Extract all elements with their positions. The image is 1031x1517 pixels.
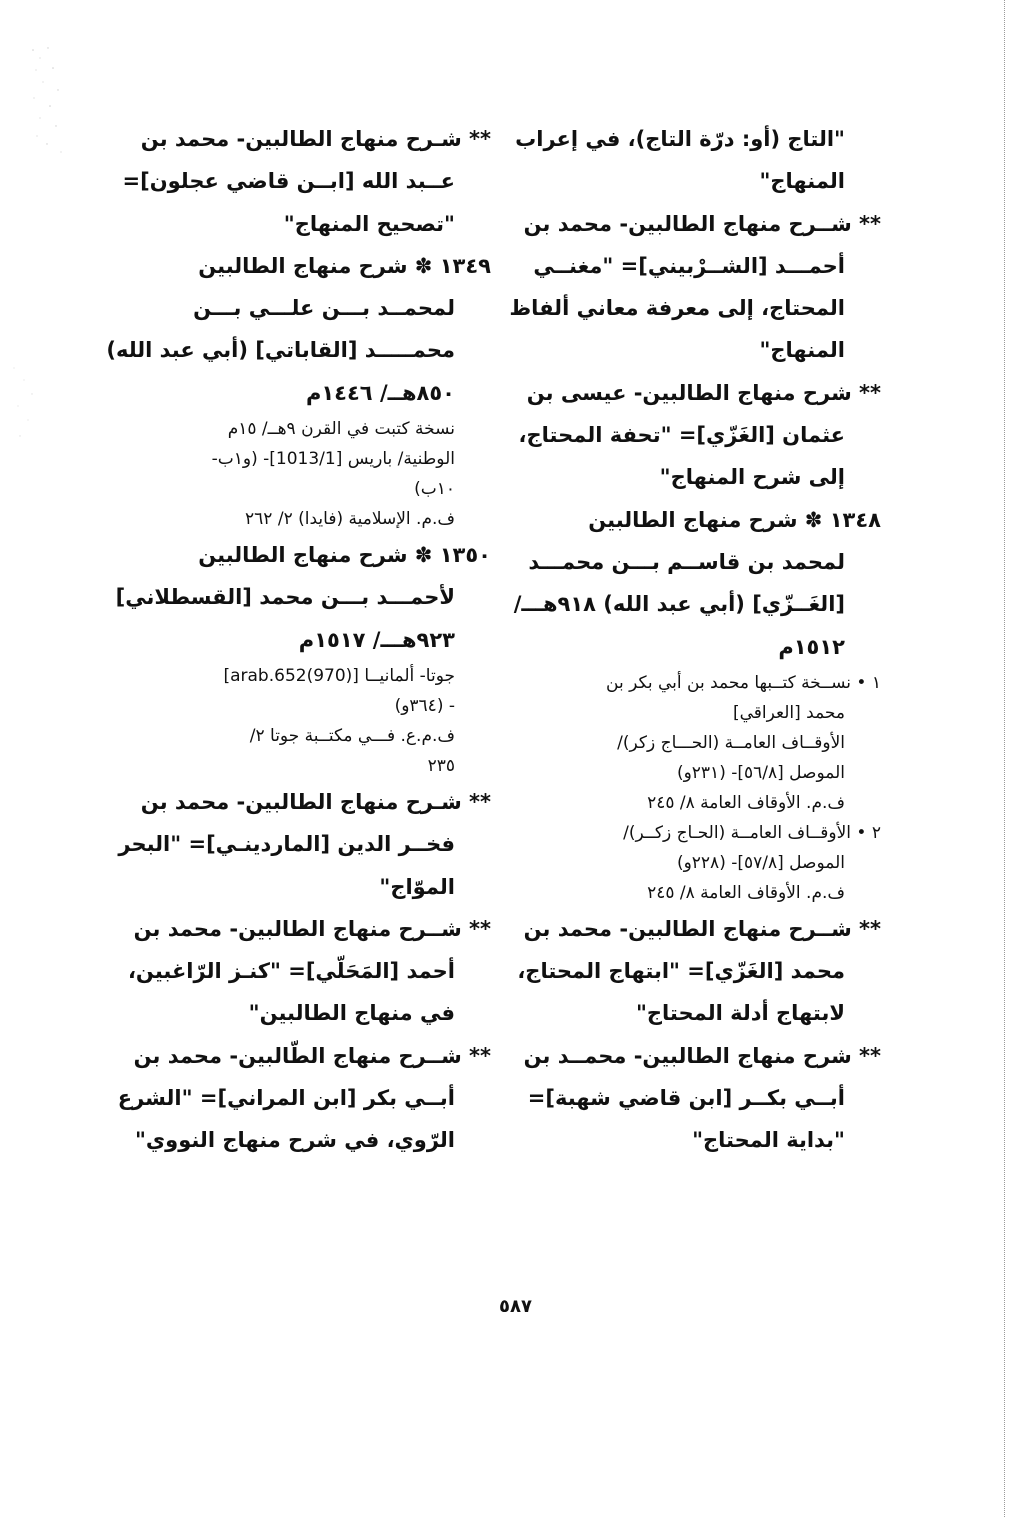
text-line: أبــي بكــر [ابن قاضي شهبة]= — [527, 1086, 845, 1111]
text-line: ١٣٥٠ ✽ شرح منهاج الطالبين — [198, 543, 491, 568]
text-line: عــبد الله [ابــن قاضي عجلون]= — [122, 169, 455, 194]
text-line: - (٣٦٤و) — [394, 695, 455, 716]
text-line: ١٣٤٩ ✽ شرح منهاج الطالبين — [198, 253, 491, 278]
text-line: ** شــرح منهاج الطّالبين- محمد بن — [133, 1043, 491, 1068]
text-line: "التاج (أو: درّة التاج)، في إعراب — [515, 127, 845, 151]
text-line: ** شــرح منهاج الطالبين- محمد بن — [523, 916, 881, 941]
text-line: لمحمد بن قاســم بـــن محمـــد — [528, 549, 845, 574]
text-line: أحمـــد [الشــرْبيني]= "مغنــي — [533, 253, 845, 278]
text-line: نسخة كتبت في القرن ٩هــ/ ١٥م — [227, 419, 455, 440]
left-text-column — [106, 118, 491, 1162]
text-line: ف.م.ع. فـــي مكتــبة جوتا ٢/ — [249, 725, 455, 746]
text-line: فخــر الدين [الماردينـي]= "البحر — [118, 832, 455, 857]
text-line: لابتهاج أدلة المحتاج" — [635, 1001, 845, 1026]
text-line: ف.م. الأوقاف العامة ٨/ ٢٤٥ — [647, 882, 845, 903]
text-line: ٨٥٠هــ/ ١٤٤٦م — [305, 380, 455, 405]
scan-noise-specks — [28, 40, 68, 160]
text-line: ١٠ب) — [414, 479, 455, 500]
text-line: المنهاج" — [759, 169, 845, 194]
text-line: الموصل [٥٧/٨]- (٢٢٨و) — [676, 852, 845, 873]
text-line: ف.م. الإسلامية (فايدا) ٢/ ٢٦٢ — [245, 509, 455, 530]
text-line: لأحمـــد بـــن محمد [القسطلاني] — [115, 585, 455, 610]
right-text-column — [509, 118, 881, 1162]
text-line: إلى شرح المنهاج" — [659, 465, 845, 490]
text-line: الوطنية/ باريس [1013/1]- (و١ب- — [211, 449, 455, 470]
text-line: "بداية المحتاج" — [692, 1128, 845, 1153]
text-line: ف.م. الأوقاف العامة ٨/ ٢٤٥ — [647, 792, 845, 813]
text-line: محمد [العراقي] — [732, 702, 845, 723]
text-line: ٢٣٥ — [427, 755, 455, 776]
text-line: أبــي بكر [ابن المراني]= "الشرع — [117, 1086, 455, 1111]
text-line: ١ • نســخة كتــبها محمد بن أبي بكر بن — [606, 672, 881, 693]
text-line: ** شــرح منهاج الطالبين- محمد بن — [523, 211, 881, 236]
page-number: ٥٨٧ — [499, 1296, 532, 1317]
text-line: ** شــرح منهاج الطالبين- محمد بن — [133, 916, 491, 941]
text-line: ١٣٤٨ ✽ شرح منهاج الطالبين — [588, 507, 881, 532]
text-line: ** شـرح منهاج الطالبين- محمد بن — [140, 789, 491, 814]
text-line: لمحمــد بـــن علـــي بـــن — [193, 296, 455, 321]
text-line: محمد [الغَزّي]= "ابتهاج المحتاج، — [517, 959, 845, 984]
text-line: ** شـرح منهاج الطالبين- محمد بن — [140, 127, 491, 151]
text-line: ٢ • الأوقــاف العامــة (الحـاج زكــر)/ — [623, 822, 881, 843]
text-line: ** شرح منهاج الطالبين- عيسى بن — [526, 380, 881, 405]
text-line: المحتاج، إلى معرفة معاني ألفاظ — [509, 296, 845, 321]
text-line: الأوقــاف العامــة (الحـــاج زكر)/ — [617, 732, 845, 753]
text-line: جوتا- ألمانيــا [arab.652(970)] — [223, 665, 455, 686]
text-line: الرّوي، في شرح منهاج النووي" — [134, 1128, 455, 1153]
text-line: عثمان [الغَزّي]= "تحفة المحتاج، — [518, 423, 845, 448]
text-line: المنهاج" — [759, 338, 845, 363]
text-line: ** شرح منهاج الطالبين- محمــد بن — [523, 1043, 881, 1068]
text-line: محمـــــد [القاباتي] (أبي عبد الله) — [106, 338, 455, 363]
text-line: أحمد [المَحَلّي]= "كنـز الرّاغبين، — [127, 959, 455, 984]
text-line: في منهاج الطالبين" — [248, 1001, 455, 1026]
text-line: [الغَــزّي] (أبي عبد الله) ٩١٨هـــ/ — [513, 592, 845, 617]
text-line: الموّاج" — [379, 874, 455, 899]
text-line: "تصحيح المنهاج" — [283, 211, 455, 236]
scan-noise-specks-lower — [10, 360, 40, 450]
text-line: الموصل [٥٦/٨]- (٢٣١و) — [676, 762, 845, 783]
page-edge-dotted-line — [1004, 0, 1005, 1517]
text-line: ١٥١٢م — [778, 634, 845, 659]
text-line: ٩٢٣هـــ/ ١٥١٧م — [298, 627, 455, 652]
